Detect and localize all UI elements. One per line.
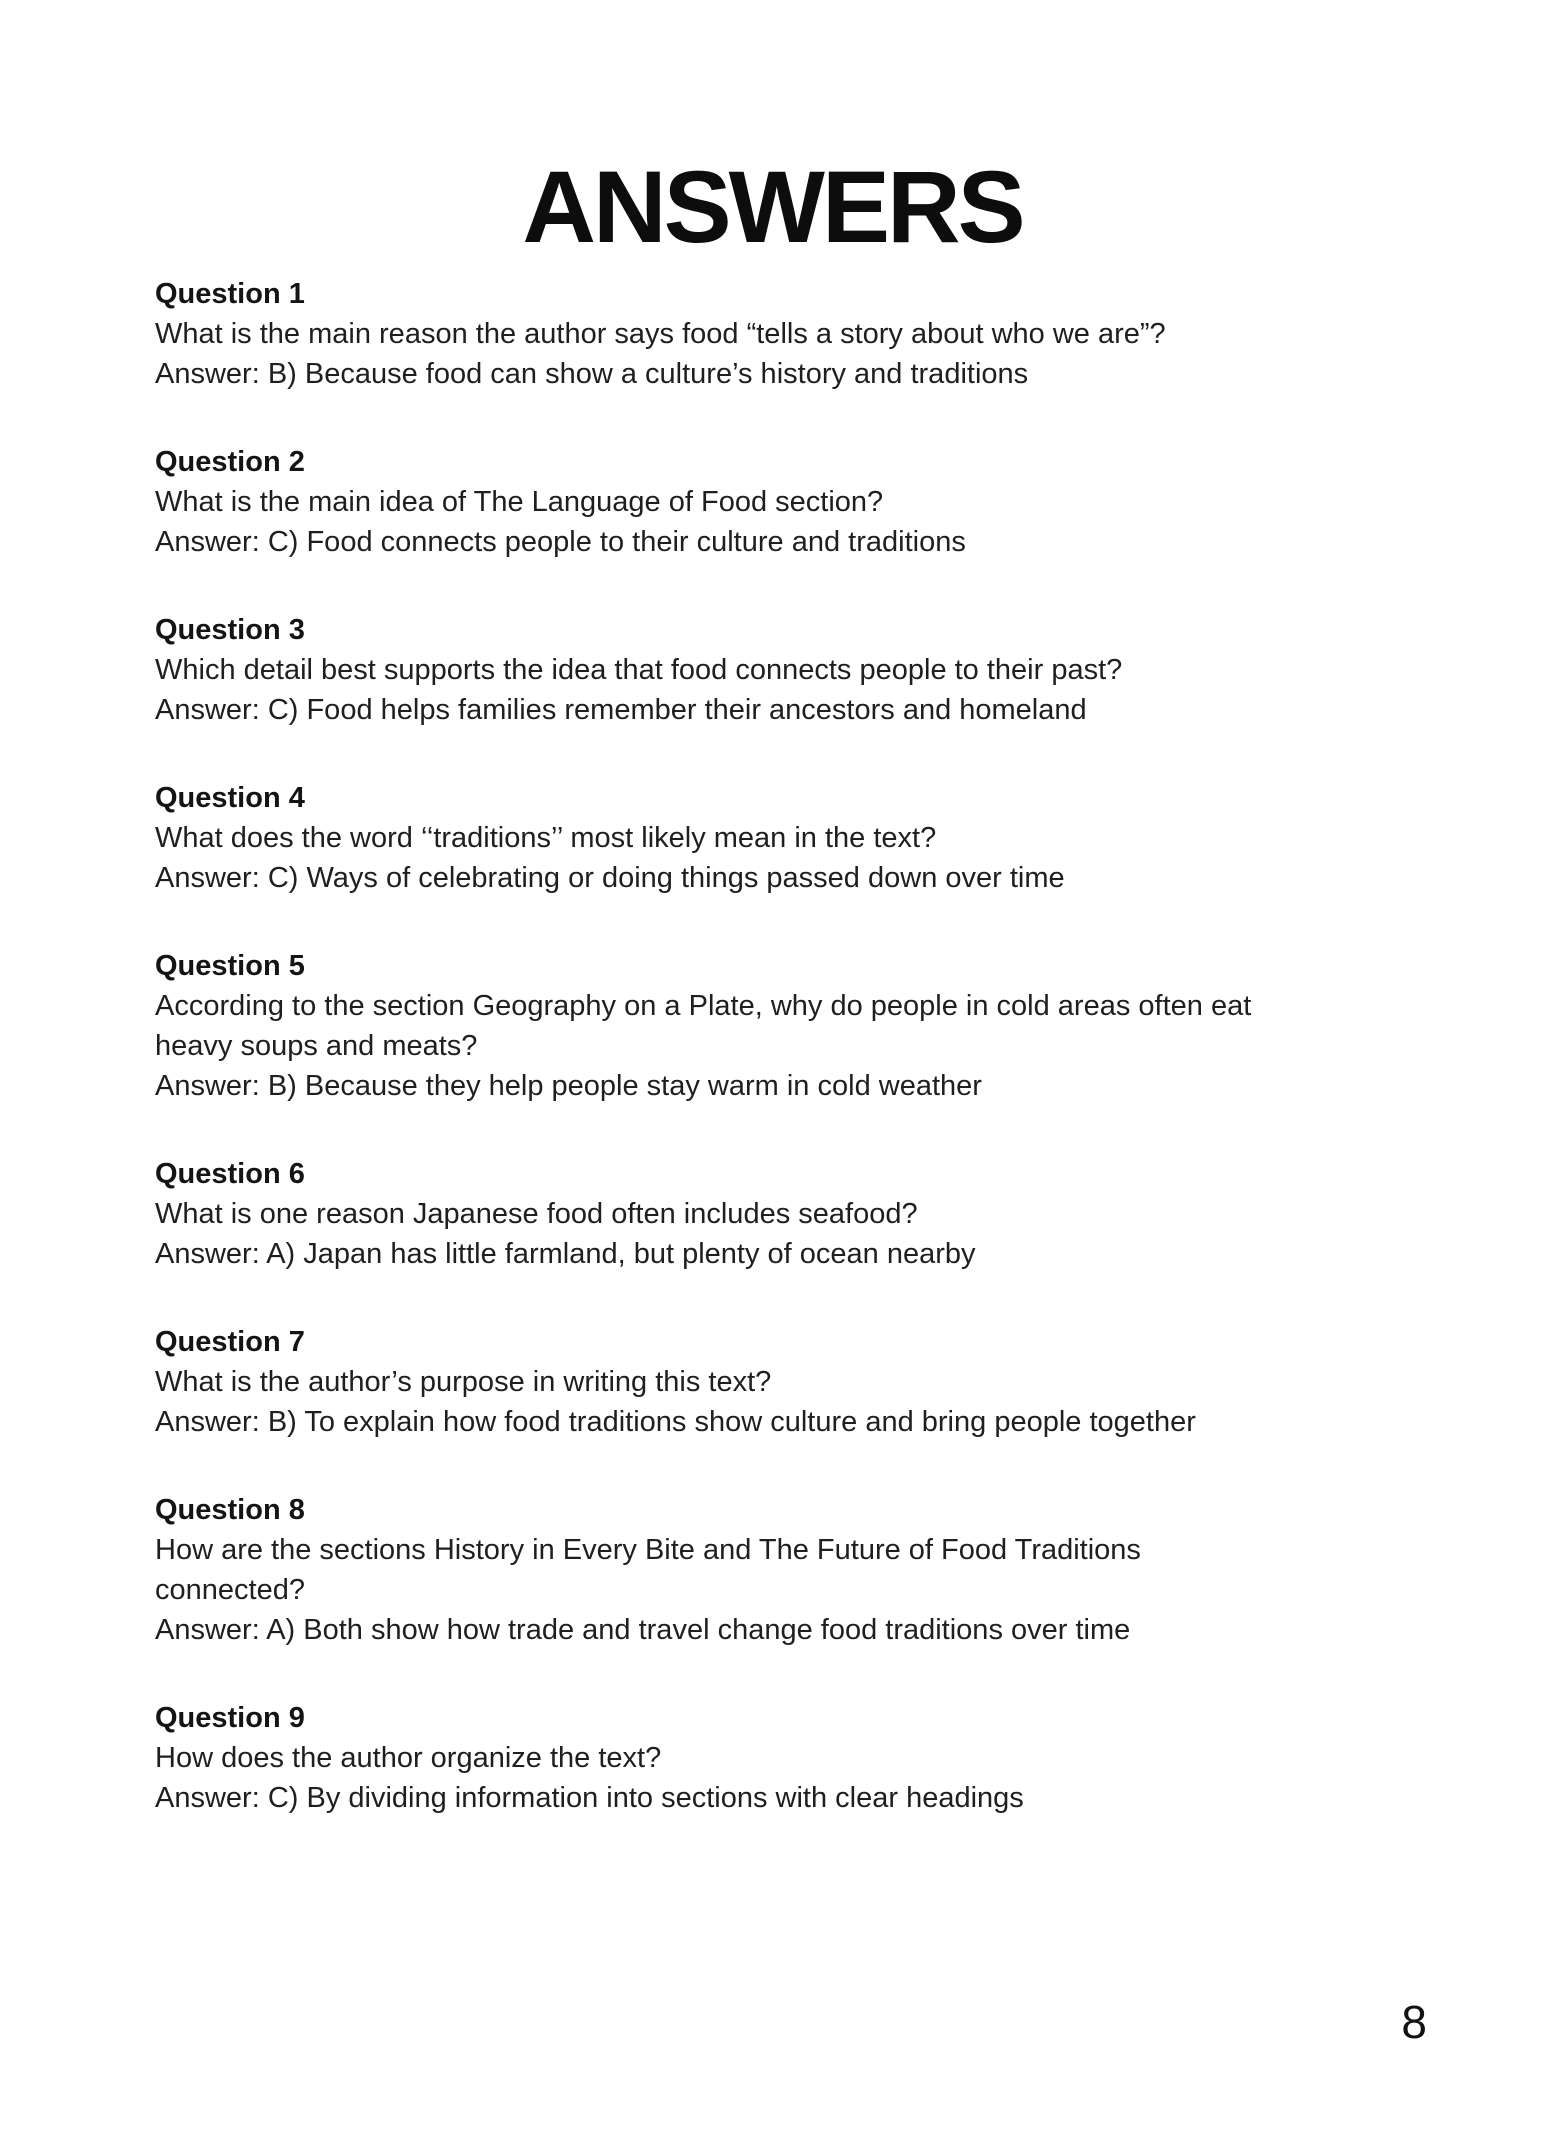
answer-text-line: Answer: C) Food connects people to their culture and traditions <box>155 526 966 558</box>
answer-text-line: Answer: A) Japan has little farmland, but plenty of ocean nearby <box>155 1238 976 1270</box>
question-block <box>155 1322 1395 1442</box>
question-text-line: According to the section Geography on a Plate, why do people in cold areas often eat <box>155 990 1252 1022</box>
question-block <box>155 946 1395 1106</box>
question-block <box>155 1698 1395 1818</box>
answer-text-line: Answer: B) Because food can show a culture’s history and traditions <box>155 358 1029 390</box>
question-heading: Question 7 <box>155 1326 305 1358</box>
question-heading: Question 2 <box>155 446 305 478</box>
question-text-line: How does the author organize the text? <box>155 1742 662 1774</box>
question-text-line: What is the main idea of The Language of Food section? <box>155 486 884 518</box>
question-block <box>155 274 1395 394</box>
answer-text-line: Answer: B) Because they help people stay warm in cold weather <box>155 1070 982 1102</box>
question-text-line: heavy soups and meats? <box>155 1030 478 1062</box>
question-text-line: What does the word ‘‘traditions’’ most likely mean in the text? <box>155 822 937 854</box>
question-block <box>155 778 1395 898</box>
question-heading: Question 9 <box>155 1702 305 1734</box>
answer-text-line: Answer: B) To explain how food traditions show culture and bring people together <box>155 1406 1196 1438</box>
question-heading: Question 3 <box>155 614 305 646</box>
answers-list <box>155 274 1395 1818</box>
question-block <box>155 610 1395 730</box>
page-number: 8 <box>1401 1996 1427 2048</box>
answer-text-line: Answer: A) Both show how trade and travel change food traditions over time <box>155 1614 1131 1646</box>
question-text-line: How are the sections History in Every Bite and The Future of Food Traditions <box>155 1534 1141 1566</box>
question-text-line: connected? <box>155 1574 305 1606</box>
question-heading: Question 4 <box>155 782 305 814</box>
question-block <box>155 442 1395 562</box>
document-page <box>0 150 1545 2156</box>
question-block <box>155 1154 1395 1274</box>
question-text-line: Which detail best supports the idea that food connects people to their past? <box>155 654 1123 686</box>
question-text-line: What is the author’s purpose in writing this text? <box>155 1366 772 1398</box>
page-title: ANSWERS <box>522 150 1023 264</box>
question-heading: Question 6 <box>155 1158 305 1190</box>
question-text-line: What is one reason Japanese food often includes seafood? <box>155 1198 918 1230</box>
question-block <box>155 1490 1395 1650</box>
answer-text-line: Answer: C) By dividing information into sections with clear headings <box>155 1782 1024 1814</box>
question-heading: Question 5 <box>155 950 305 982</box>
question-text-line: What is the main reason the author says food “tells a story about who we are”? <box>155 318 1166 350</box>
question-heading: Question 8 <box>155 1494 305 1526</box>
answer-text-line: Answer: C) Ways of celebrating or doing things passed down over time <box>155 862 1065 894</box>
answer-text-line: Answer: C) Food helps families remember their ancestors and homeland <box>155 694 1087 726</box>
question-heading: Question 1 <box>155 278 305 310</box>
